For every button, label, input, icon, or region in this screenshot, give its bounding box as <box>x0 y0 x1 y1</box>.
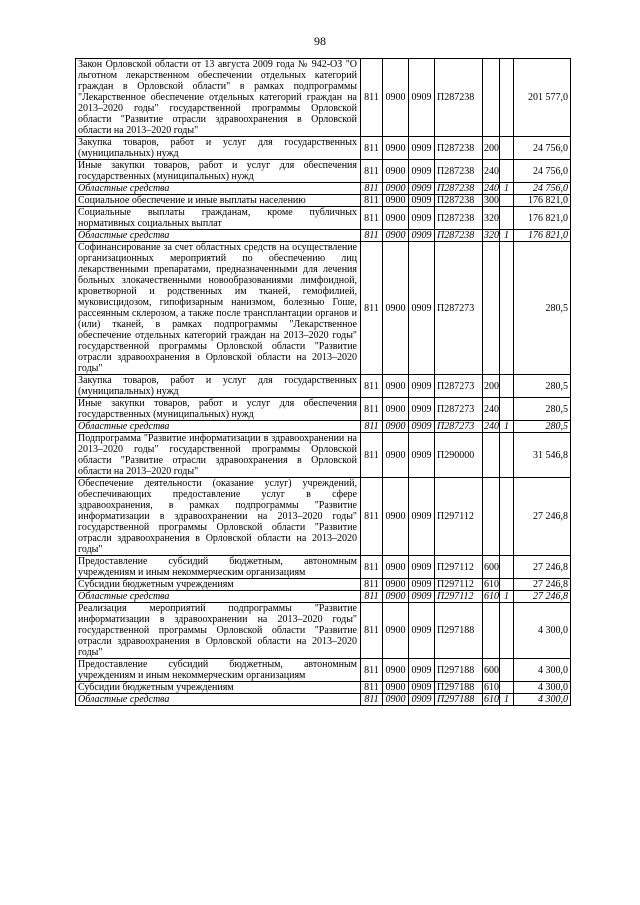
row-description: Реализация мероприятий подпрограммы "Развитие информатизации в здравоохранении на 2013–2020 годы" государственной программы Орловской области "Развитие отрасли здравоохранения в Орловской области на 2013–2020 годы" <box>76 603 361 659</box>
target-article-code: П287273 <box>435 375 483 398</box>
target-article-code: П287273 <box>435 421 483 433</box>
subsection-code: 0909 <box>409 398 435 421</box>
table-row <box>76 478 571 556</box>
row-description: Предоставление субсидий бюджетным, автономным учреждениям и иным некоммерческим организациям <box>76 659 361 682</box>
row-description: Софинансирование за счет областных средств на осуществление организационных мероприятий по обеспечению лиц лекарственными препаратами, предназначенными для лечения больных злокачественными новообразованиями лимфоидной, кроветворной и родственных им тканей, гемофилией, муковисцидозом, гипофизарным нанизмом, болезнью Гоше, рассеянным склерозом, а также после трансплантации органов и (или) тканей, в рамках подпрограммы "Лекарственное обеспечение отдельных категорий граждан на 2013–2020 годы" государственной программы Орловской области "Развитие отрасли здравоохранения в Орловской области на 2013–2020 годы" <box>76 242 361 375</box>
expense-type-code: 320 <box>484 230 499 241</box>
expense-type-code: 240 <box>483 398 500 421</box>
amount: 4 300,0 <box>514 694 571 706</box>
section-code: 0900 <box>383 659 409 682</box>
amount: 280,5 <box>514 398 571 421</box>
row-description: Закон Орловской области от 13 августа 2009 года № 942-ОЗ "О льготном лекарственном обеспечении отдельных категорий граждан в Орловской области" в рамках подпрограммы "Лекарственное обеспечение отдельных категорий граждан на 2013–2020 годы" государственной программы Орловской области "Развитие отрасли здравоохранения в Орловской области на 2013–2020 годы" <box>76 59 361 137</box>
expense-type-code: 600 <box>483 659 500 682</box>
funding-source-code <box>500 579 514 591</box>
table-row <box>76 137 571 160</box>
table-row <box>76 183 571 195</box>
target-article-code: П297112 <box>435 478 483 556</box>
ministry-code: 811 <box>361 556 383 579</box>
ministry-code: 811 <box>361 591 383 603</box>
table-row <box>76 160 571 183</box>
amount: 280,5 <box>514 375 571 398</box>
section-code: 0900 <box>383 160 409 183</box>
amount: 4 300,0 <box>514 659 571 682</box>
table-row <box>76 59 571 137</box>
subsection-code: 0909 <box>409 59 435 137</box>
subsection-code: 0909 <box>409 242 435 375</box>
expense-type-code: 610 <box>484 579 499 590</box>
ministry-code: 811 <box>361 230 383 242</box>
row-description: Закупка товаров, работ и услуг для государственных (муниципальных) нужд <box>76 137 361 160</box>
amount: 280,5 <box>514 242 571 375</box>
ministry-code: 811 <box>361 207 383 230</box>
row-description: Областные средства <box>76 694 361 706</box>
ministry-code: 811 <box>361 659 383 682</box>
subsection-code: 0909 <box>409 230 435 242</box>
amount: 280,5 <box>514 421 571 433</box>
ministry-code: 811 <box>361 195 383 207</box>
ministry-code: 811 <box>361 242 383 375</box>
section-code: 0900 <box>383 421 409 433</box>
target-article-code: П287238 <box>435 195 483 207</box>
funding-source-code: 1 <box>500 183 514 195</box>
ministry-code: 811 <box>361 398 383 421</box>
table-row <box>76 242 571 375</box>
expense-type-code: 610 <box>484 682 499 693</box>
expense-type-code: 240 <box>484 421 499 432</box>
table-row <box>76 603 571 659</box>
row-description: Подпрограмма "Развитие информатизации в здравоохранении на 2013–2020 годы" государственной программы Орловской области "Развитие отрасли здравоохранения в Орловской области на 2013–2020 годы" <box>76 433 361 478</box>
table-row <box>76 591 571 603</box>
row-description: Иные закупки товаров, работ и услуг для обеспечения государственных (муниципальных) нужд <box>76 160 361 183</box>
row-description: Субсидии бюджетным учреждениям <box>76 579 361 591</box>
section-code: 0900 <box>383 137 409 160</box>
expense-type-code: 240 <box>484 183 499 194</box>
section-code: 0900 <box>383 230 409 242</box>
funding-source-code <box>500 682 514 694</box>
subsection-code: 0909 <box>409 183 435 195</box>
subsection-code: 0909 <box>409 207 435 230</box>
subsection-code: 0909 <box>409 160 435 183</box>
target-article-code: П287238 <box>435 183 483 195</box>
expense-type-code <box>483 603 500 659</box>
subsection-code: 0909 <box>409 375 435 398</box>
ministry-code: 811 <box>361 375 383 398</box>
ministry-code: 811 <box>361 603 383 659</box>
target-article-code: П297188 <box>435 694 483 706</box>
section-code: 0900 <box>383 603 409 659</box>
subsection-code: 0909 <box>409 478 435 556</box>
table-row <box>76 694 571 706</box>
target-article-code: П287273 <box>435 242 483 375</box>
amount: 27 246,8 <box>514 556 571 579</box>
funding-source-code <box>500 603 514 659</box>
expense-type-code <box>483 478 500 556</box>
amount: 176 821,0 <box>514 230 571 242</box>
section-code: 0900 <box>383 682 409 694</box>
expense-type-code: 320 <box>483 207 500 230</box>
ministry-code: 811 <box>361 579 383 591</box>
table-row <box>76 195 571 207</box>
section-code: 0900 <box>383 398 409 421</box>
ministry-code: 811 <box>361 59 383 137</box>
target-article-code: П290000 <box>435 433 483 478</box>
section-code: 0900 <box>383 183 409 195</box>
ministry-code: 811 <box>361 183 383 195</box>
ministry-code: 811 <box>361 433 383 478</box>
amount: 27 246,8 <box>514 579 571 591</box>
page-number: 98 <box>314 34 326 48</box>
section-code: 0900 <box>383 579 409 591</box>
budget-table-body <box>76 59 571 706</box>
row-description: Областные средства <box>76 421 361 433</box>
amount: 31 546,8 <box>514 433 571 478</box>
section-code: 0900 <box>383 694 409 706</box>
funding-source-code <box>500 375 514 398</box>
amount: 176 821,0 <box>514 207 571 230</box>
row-description: Субсидии бюджетным учреждениям <box>76 682 361 694</box>
budget-table <box>75 58 571 706</box>
amount: 27 246,8 <box>514 478 571 556</box>
funding-source-code <box>500 59 514 137</box>
section-code: 0900 <box>383 591 409 603</box>
section-code: 0900 <box>383 375 409 398</box>
target-article-code: П297112 <box>435 579 483 591</box>
funding-source-code <box>500 433 514 478</box>
expense-type-code: 200 <box>483 137 500 160</box>
amount: 176 821,0 <box>514 195 571 207</box>
ministry-code: 811 <box>361 682 383 694</box>
expense-type-code: 610 <box>484 694 499 705</box>
table-row <box>76 375 571 398</box>
expense-type-code: 610 <box>484 591 499 602</box>
row-description: Областные средства <box>76 591 361 603</box>
target-article-code: П297112 <box>435 556 483 579</box>
funding-source-code <box>500 556 514 579</box>
row-description: Закупка товаров, работ и услуг для государственных (муниципальных) нужд <box>76 375 361 398</box>
subsection-code: 0909 <box>409 579 435 591</box>
expense-type-code <box>483 59 500 137</box>
funding-source-code <box>500 659 514 682</box>
subsection-code: 0909 <box>409 421 435 433</box>
table-row <box>76 398 571 421</box>
funding-source-code <box>500 195 514 207</box>
ministry-code: 811 <box>361 478 383 556</box>
target-article-code: П297112 <box>435 591 483 603</box>
target-article-code: П287238 <box>435 59 483 137</box>
subsection-code: 0909 <box>409 694 435 706</box>
subsection-code: 0909 <box>409 556 435 579</box>
target-article-code: П297188 <box>435 682 483 694</box>
amount: 201 577,0 <box>514 59 571 137</box>
amount: 27 246,8 <box>514 591 571 603</box>
amount: 4 300,0 <box>514 603 571 659</box>
subsection-code: 0909 <box>409 659 435 682</box>
funding-source-code: 1 <box>500 421 514 433</box>
table-row <box>76 421 571 433</box>
subsection-code: 0909 <box>409 137 435 160</box>
subsection-code: 0909 <box>409 603 435 659</box>
row-description: Областные средства <box>76 230 361 242</box>
amount: 4 300,0 <box>514 682 571 694</box>
ministry-code: 811 <box>361 421 383 433</box>
section-code: 0900 <box>383 207 409 230</box>
section-code: 0900 <box>383 556 409 579</box>
row-description: Областные средства <box>76 183 361 195</box>
funding-source-code <box>500 160 514 183</box>
section-code: 0900 <box>383 478 409 556</box>
amount: 24 756,0 <box>514 137 571 160</box>
table-row <box>76 682 571 694</box>
target-article-code: П287238 <box>435 207 483 230</box>
table-row <box>76 556 571 579</box>
funding-source-code <box>500 398 514 421</box>
expense-type-code: 200 <box>483 375 500 398</box>
target-article-code: П287238 <box>435 230 483 242</box>
section-code: 0900 <box>383 59 409 137</box>
funding-source-code <box>500 207 514 230</box>
section-code: 0900 <box>383 242 409 375</box>
ministry-code: 811 <box>361 160 383 183</box>
expense-type-code <box>483 242 500 375</box>
table-row <box>76 230 571 242</box>
funding-source-code: 1 <box>500 230 514 242</box>
expense-type-code: 600 <box>483 556 500 579</box>
table-row <box>76 579 571 591</box>
subsection-code: 0909 <box>409 591 435 603</box>
row-description: Социальное обеспечение и иные выплаты населению <box>76 195 361 207</box>
subsection-code: 0909 <box>409 433 435 478</box>
table-row <box>76 207 571 230</box>
row-description: Иные закупки товаров, работ и услуг для обеспечения государственных (муниципальных) нужд <box>76 398 361 421</box>
table-row <box>76 659 571 682</box>
subsection-code: 0909 <box>409 195 435 207</box>
ministry-code: 811 <box>361 694 383 706</box>
ministry-code: 811 <box>361 137 383 160</box>
target-article-code: П297188 <box>435 603 483 659</box>
target-article-code: П287238 <box>435 137 483 160</box>
row-description: Обеспечение деятельности (оказание услуг) учреждений, обеспечивающих предоставление услуг в сфере здравоохранения, в рамках подпрограммы "Развитие информатизации в здравоохранении на 2013–2020 годы" государственной программы Орловской области "Развитие отрасли здравоохранения в Орловской области на 2013–2020 годы" <box>76 478 361 556</box>
funding-source-code: 1 <box>500 694 514 706</box>
funding-source-code <box>500 478 514 556</box>
amount: 24 756,0 <box>514 183 571 195</box>
expense-type-code: 300 <box>484 195 499 206</box>
expense-type-code <box>483 433 500 478</box>
row-description: Социальные выплаты гражданам, кроме публичных нормативных социальных выплат <box>76 207 361 230</box>
funding-source-code <box>500 242 514 375</box>
subsection-code: 0909 <box>409 682 435 694</box>
target-article-code: П287273 <box>435 398 483 421</box>
section-code: 0900 <box>383 195 409 207</box>
funding-source-code: 1 <box>500 591 514 603</box>
section-code: 0900 <box>383 433 409 478</box>
expense-type-code: 240 <box>483 160 500 183</box>
row-description: Предоставление субсидий бюджетным, автономным учреждениям и иным некоммерческим организациям <box>76 556 361 579</box>
target-article-code: П287238 <box>435 160 483 183</box>
amount: 24 756,0 <box>514 160 571 183</box>
target-article-code: П297188 <box>435 659 483 682</box>
funding-source-code <box>500 137 514 160</box>
table-row <box>76 433 571 478</box>
